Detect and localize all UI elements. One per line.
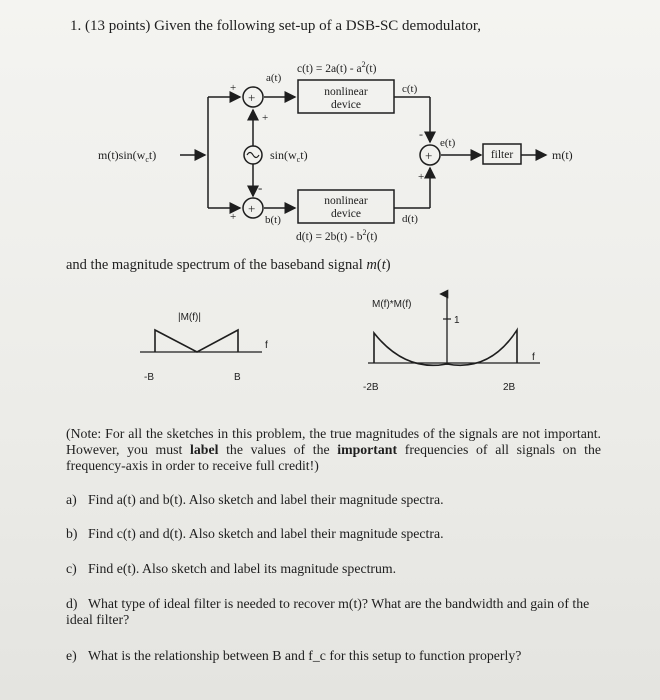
adder-right-sign: + [425, 148, 433, 163]
question-title: 1. (13 points) Given the following set-up of a DSB-SC demodulator, [70, 18, 482, 34]
question-d-text: What type of ideal filter is needed to recover m(t)? What are the bandwidth and gain of the ideal filter? [66, 596, 590, 627]
adder-top-plus-bottom: + [262, 112, 269, 124]
question-e-text: What is the relationship between B and f_c for this setup to function properly? [88, 648, 522, 663]
question-c [66, 561, 606, 577]
m-f-label: f [265, 340, 268, 351]
input-label: $m(t)\sin(w_ct)$ [98, 148, 157, 164]
question-a-letter: a) [66, 492, 77, 507]
adder-right-minus: - [419, 127, 423, 141]
block-diagram [0, 40, 660, 250]
c-equation: $c(t) = 2a(t) - a^2(t)$ [297, 60, 377, 75]
adder-right-plus: + [418, 171, 425, 183]
c-label: c(t) [402, 83, 418, 95]
mm-one-label: 1 [454, 315, 460, 326]
a-label: a(t) [266, 72, 282, 84]
question-e-letter: e) [66, 648, 77, 663]
nl-top-line1: nonlinear [324, 86, 368, 98]
question-d-letter: d) [66, 596, 78, 611]
m-pos-b: B [234, 372, 241, 383]
m-spectrum-shape [155, 330, 238, 352]
adder-bottom-minus: - [258, 180, 263, 195]
question-b [66, 526, 606, 542]
osc-label: $\sin(w_ct)$ [270, 148, 308, 164]
d-equation: $d(t) = 2b(t) - b^2(t)$ [296, 228, 378, 243]
question-a [66, 492, 606, 508]
nl-bot-line2: device [330, 208, 362, 220]
adder-top-plus-left: + [230, 82, 237, 94]
mm-pos-2b: 2B [503, 382, 516, 393]
mm-spectrum-shape [374, 330, 517, 365]
spectrum-intro-text: and the magnitude spectrum of the baseband signal m(t) [66, 257, 391, 273]
mm-spectrum-label: M(f)*M(f) [372, 299, 412, 310]
note-part3: frequencies of all signals on the frequency-axis in order to receive full credit!) [66, 442, 602, 473]
m-spectrum-label: |M(f)| [178, 312, 201, 323]
question-a-text: Find a(t) and b(t). Also sketch and label their magnitude spectra. [88, 492, 444, 507]
note-paragraph [66, 426, 601, 474]
question-e [66, 648, 606, 664]
e-label: e(t) [440, 137, 456, 149]
question-c-letter: c) [66, 561, 77, 576]
note-bold-label: label [190, 442, 219, 457]
mm-neg-2b: -2B [363, 382, 379, 393]
adder-bottom-plus-left: + [230, 211, 237, 223]
question-b-letter: b) [66, 526, 78, 541]
note-bold-important: important [337, 442, 398, 457]
question-b-text: Find c(t) and d(t). Also sketch and label their magnitude spectra. [88, 526, 444, 541]
note-part2: the values of the [218, 442, 338, 457]
mm-f-label: f [532, 352, 535, 363]
filter-label: filter [490, 149, 514, 161]
spectrum-intro [66, 257, 391, 274]
spectra-figure [0, 280, 660, 410]
nl-top-line2: device [330, 99, 362, 111]
note-part1: (Note: For all the sketches in this problem, the true magnitudes of the signals are not important. However, you must [66, 426, 601, 457]
adder-top-sign: + [248, 90, 256, 105]
m-neg-b: -B [144, 372, 154, 383]
d-label: d(t) [402, 213, 418, 225]
b-label: b(t) [265, 214, 281, 226]
question-d [66, 596, 601, 628]
adder-bottom-sign: + [248, 201, 256, 216]
question-c-text: Find e(t). Also sketch and label its magnitude spectrum. [88, 561, 397, 576]
nl-bot-line1: nonlinear [324, 195, 368, 207]
output-label: m(t) [552, 148, 573, 162]
